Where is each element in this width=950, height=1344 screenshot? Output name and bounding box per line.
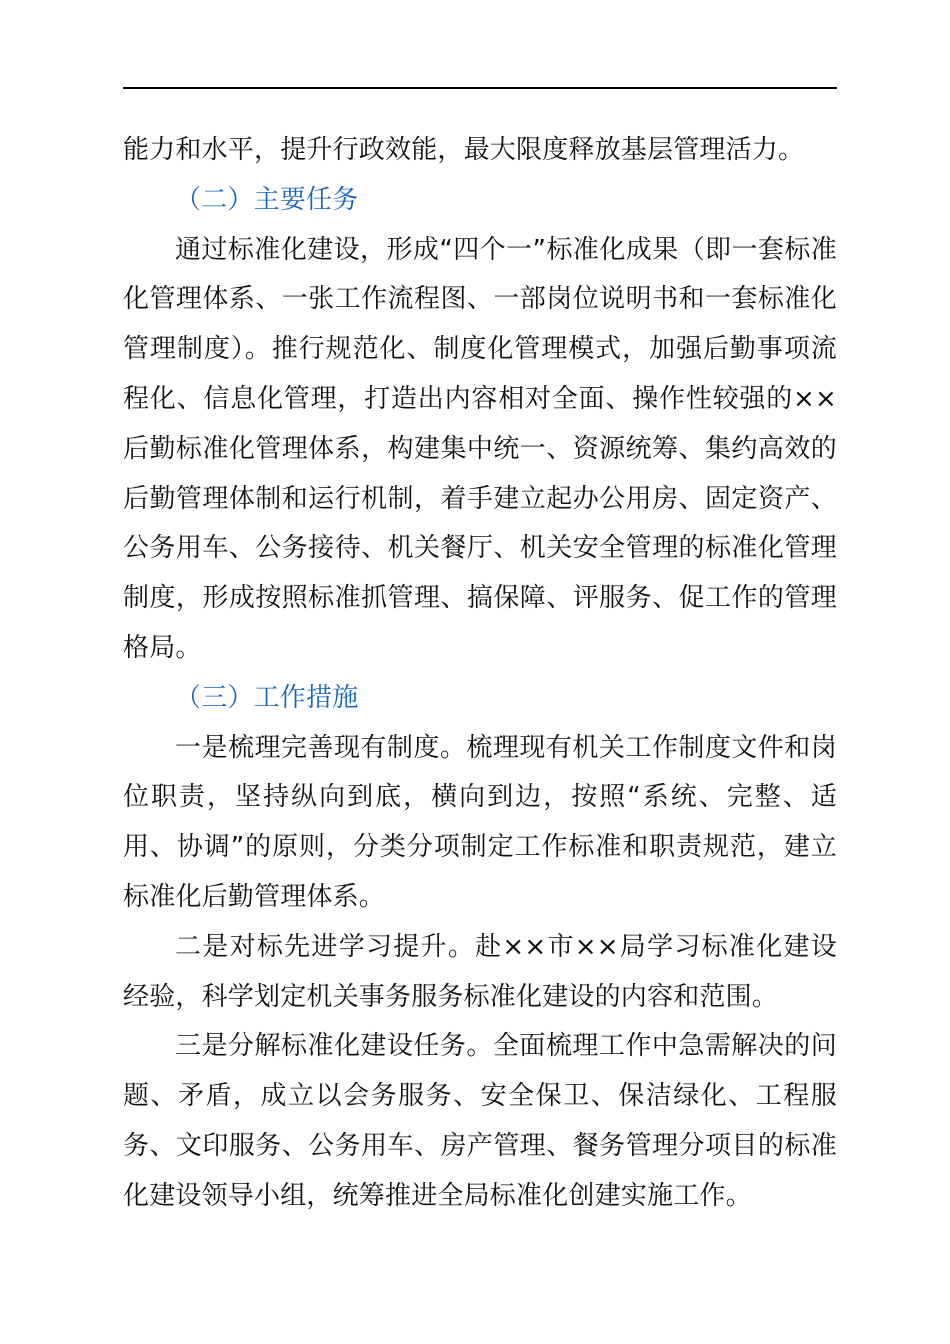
section-heading-measures: （三）工作措施 — [175, 682, 359, 713]
paragraph-measure-3: 三是分解标准化建设任务。全面梳理工作中急需解决的问题、矛盾，成立以会务服务、安全保卫、保洁绿化、工程服务、文印服务、公务用车、房产管理、餐务管理分项目的标准化建设领导小组，统筹推进全局标准化创建实施工作。 — [123, 1031, 837, 1211]
section-heading-main-tasks: （二）主要任务 — [175, 184, 359, 215]
paragraph-main-tasks: 通过标准化建设，形成“四个一”标准化成果（即一套标准化管理体系、一张工作流程图、一部岗位说明书和一套标准化管理制度）。推行规范化、制度化管理模式，加强后勤事项流程化、信息化管理，打造出内容相对全面、操作性较强的××后勤标准化管理体系，构建集中统一、资源统筹、集约高效的后勤管理体制和运行机制，着手建立起办公用房、固定资产、公务用车、公务接待、机关餐厅、机关安全管理的标准化管理制度，形成按照标准抓管理、搞保障、评服务、促工作的管理格局。 — [123, 234, 837, 663]
document-body — [123, 126, 837, 1222]
paragraph-continuation: 能力和水平，提升行政效能，最大限度释放基层管理活力。 — [123, 135, 805, 165]
paragraph-measure-2: 二是对标先进学习提升。赴××市××局学习标准化建设经验，科学划定机关事务服务标准化建设的内容和范围。 — [123, 931, 837, 1012]
paragraph-measure-1: 一是梳理完善现有制度。梳理现有机关工作制度文件和岗位职责，坚持纵向到底，横向到边，按照“系统、完整、适用、协调”的原则，分类分项制定工作标准和职责规范，建立标准化后勤管理体系。 — [123, 732, 837, 912]
header-rule — [123, 87, 837, 89]
